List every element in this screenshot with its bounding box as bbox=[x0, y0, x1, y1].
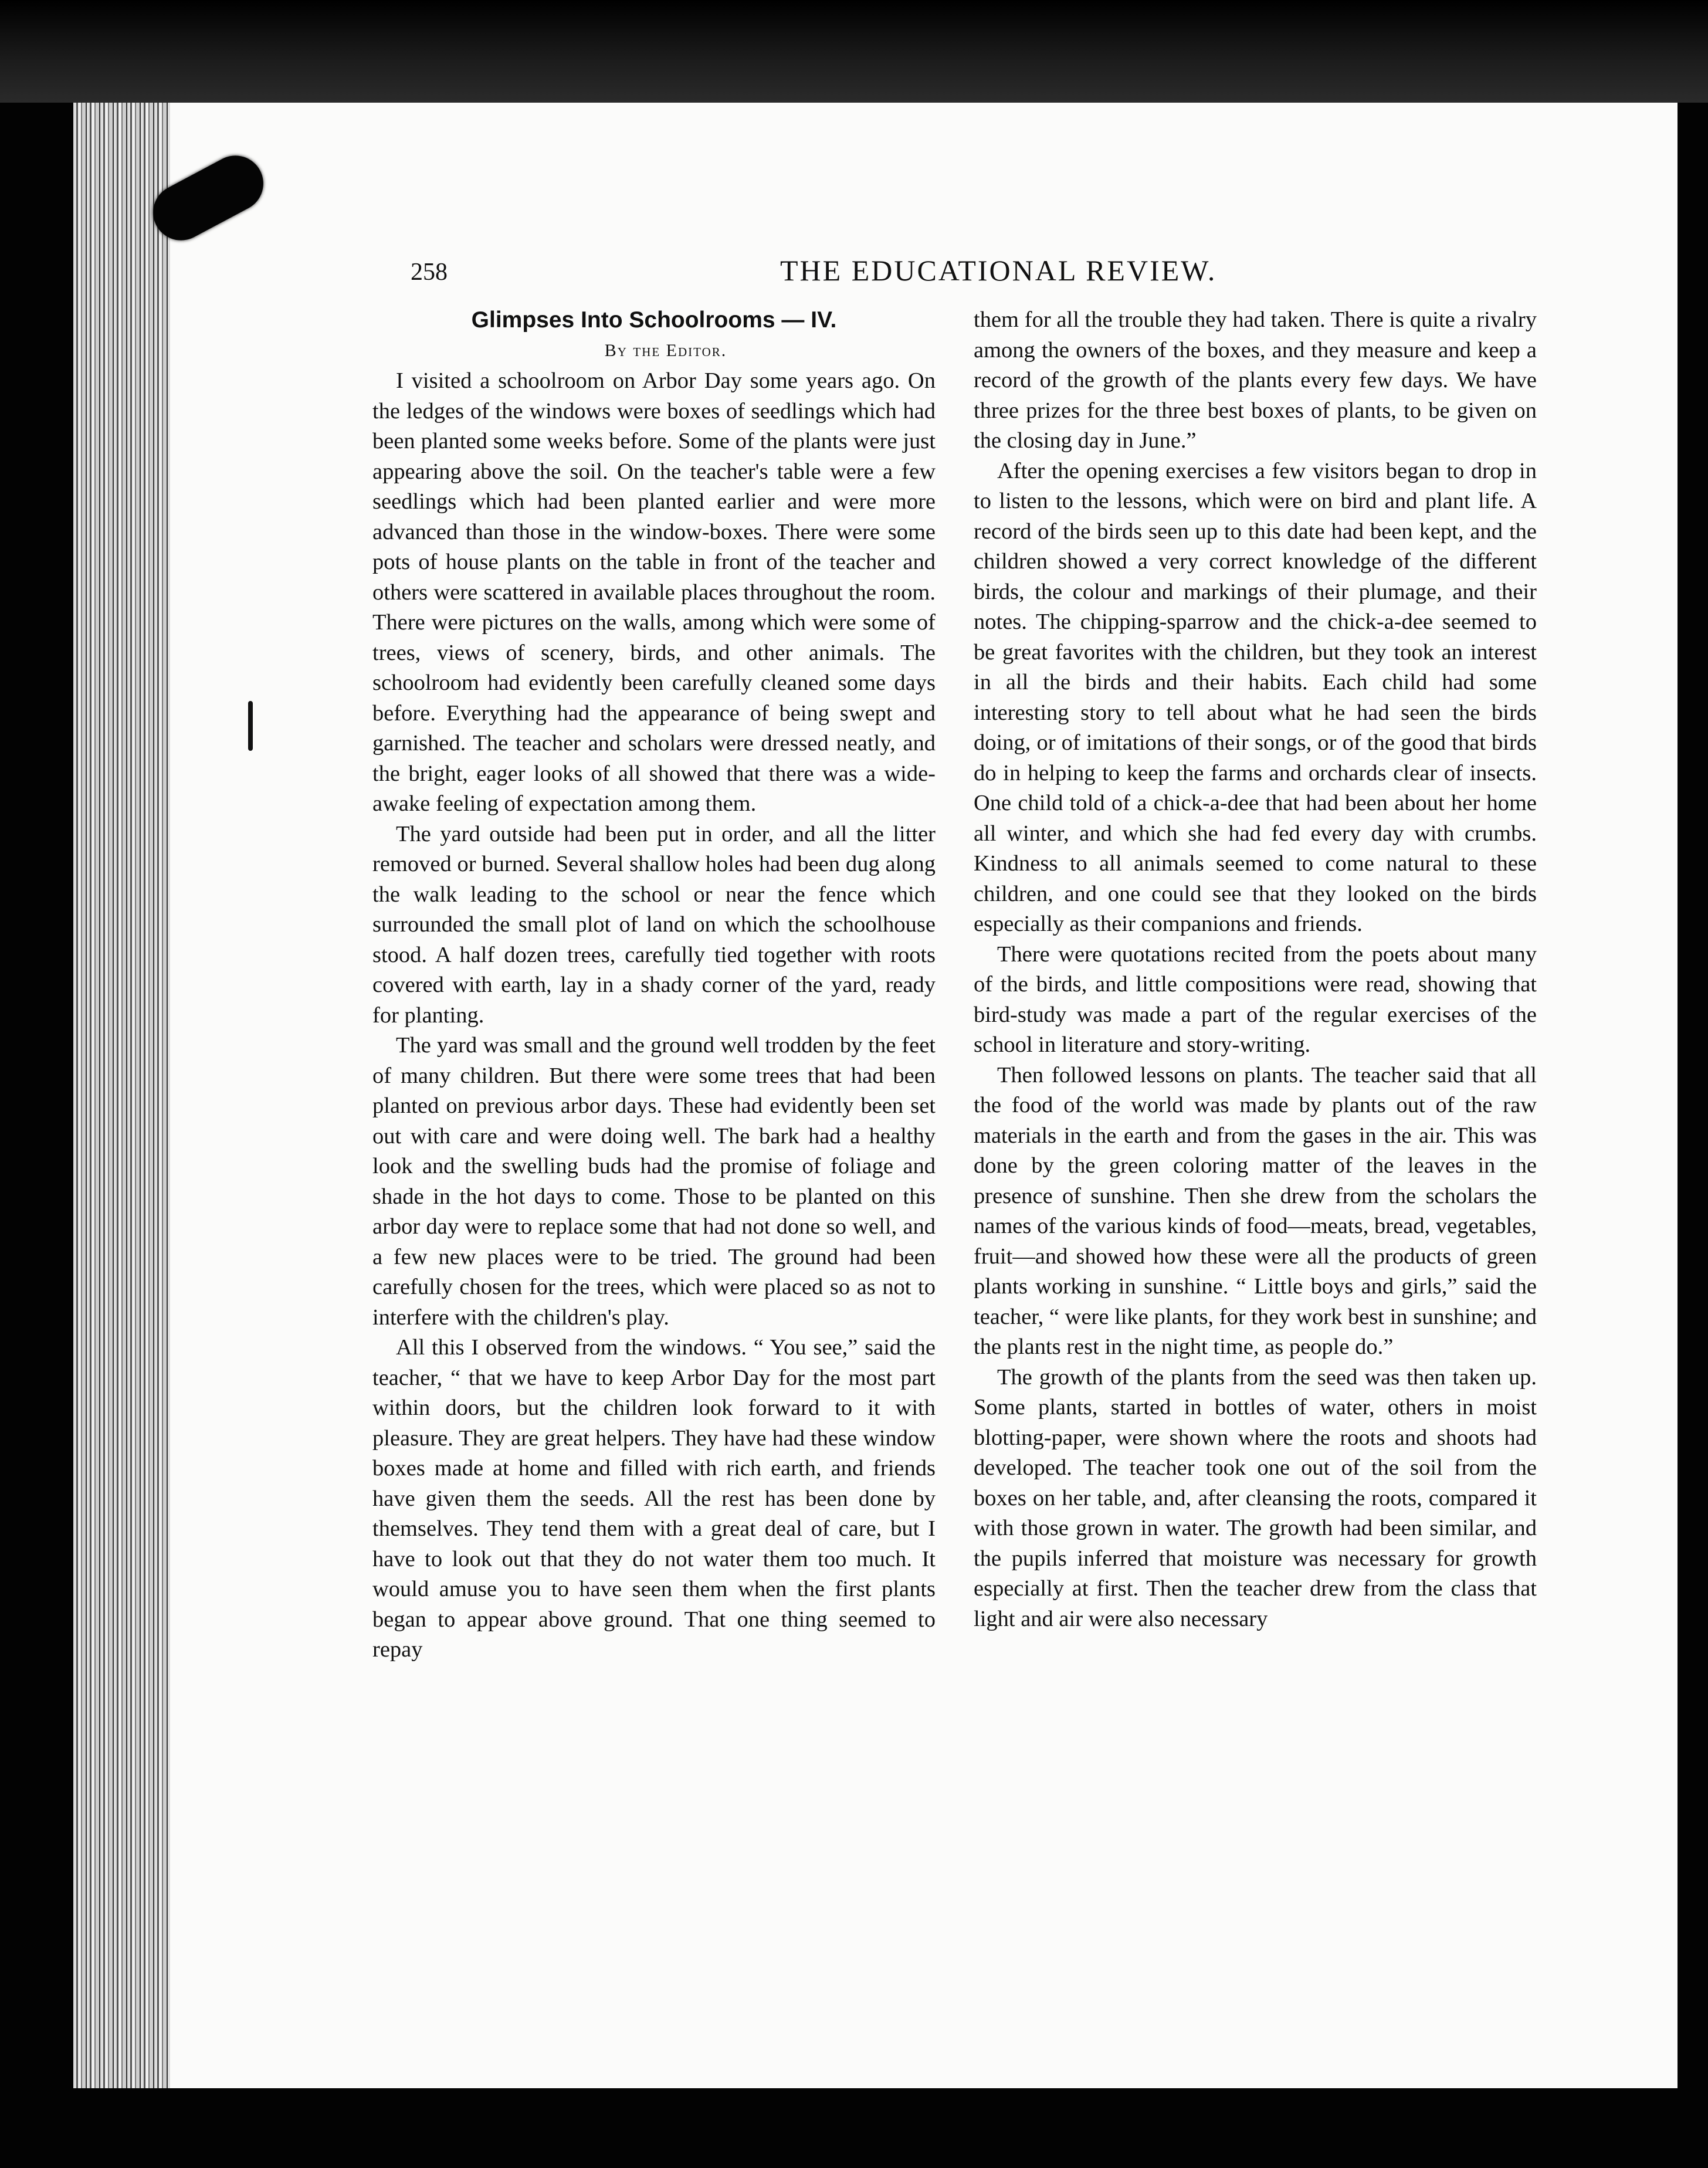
paragraph: I visited a schoolroom on Arbor Day some years ago. On the ledges of the windows were boxes of seedlings which had been planted some weeks before. Some of the plants were just appearing above the soil. On the teacher's table were a few seedlings which had been planted earlier and were more advanced than those in the window-boxes. There were some pots of house plants on the table in front of the teacher and others were scattered in available places throughout the room. There were pictures on the walls, among which were some of trees, views of scenery, birds, and other animals. The schoolroom had evidently been carefully cleaned some days before. Everything had the appearance of being swept and garnished. The teacher and scholars were dressed neatly, and the bright, eager looks of all showed that there was a wide-awake feeling of expectation among them. bbox=[372, 368, 936, 816]
running-head: THE EDUCATIONAL REVIEW. bbox=[780, 254, 1217, 287]
right-column bbox=[974, 305, 1537, 1634]
paragraph: Then followed lessons on plants. The teacher said that all the food of the world was made by plants out of the raw materials in the earth and from the gases in the air. This was done by the green coloring matter of the leaves in the presence of sunshine. Then she drew from the scholars the names of the various kinds of food—meats, bread, vegetables, fruit—and showed how these were all the products of green plants working in sunshine. “ Little boys and girls,” said the teacher, “ were like plants, for they work best in sunshine; and the plants rest in the night time, as people do.” bbox=[974, 1062, 1537, 1359]
article-title: Glimpses Into Schoolrooms — IV. bbox=[471, 307, 837, 333]
book-page-edges bbox=[73, 103, 173, 2088]
paragraph-continuation: them for all the trouble they had taken. There is quite a rivalry among the owners of the boxes, and they measure and keep a record of the growth of the plants every few days. We have three prizes for the three best boxes of plants, to be given on the closing day in June.” bbox=[974, 307, 1537, 453]
page-number: 258 bbox=[411, 259, 448, 286]
paragraph: The yard outside had been put in order, and all the litter removed or burned. Several shallow holes had been dug along the walk leading to the school or near the fence which surrounded the small plot of land on which the schoolhouse stood. A half dozen trees, carefully tied together with roots covered with earth, lay in a shady corner of the yard, ready for planting. bbox=[372, 821, 936, 1028]
paragraph: There were quotations recited from the poets about many of the birds, and little compositions were read, showing that bird-study was made a part of the regular exercises of the school in literature and story-writing. bbox=[974, 941, 1537, 1057]
margin-mark bbox=[248, 701, 253, 751]
paragraph: The yard was small and the ground well trodden by the feet of many children. But there were some trees that had been planted on previous arbor days. These had evidently been set out with care and were doing well. The bark had a healthy look and the swelling buds had the promise of foliage and shade in the hot days to come. Those to be planted on this arbor day were to replace some that had not done so well, and a few new places were to be tried. The ground had been carefully chosen for the trees, which were placed so as not to interfere with the children's play. bbox=[372, 1033, 936, 1330]
scan-top-shadow bbox=[0, 0, 1708, 103]
left-column bbox=[372, 305, 936, 1665]
paragraph: All this I observed from the windows. “ You see,” said the teacher, “ that we have to keep Arbor Day for the most part within doors, but the children look forward to it with pleasure. They are great helpers. They have had these window boxes made at home and filled with rich earth, and friends have given them the seeds. All the rest has been done by themselves. They tend them with a great deal of care, but I have to look out that they do not water them too much. It would amuse you to have seen them when the first plants began to appear above ground. That one thing seemed to repay bbox=[372, 1335, 936, 1662]
byline: By the Editor. bbox=[604, 341, 727, 360]
paragraph: The growth of the plants from the seed was then taken up. Some plants, started in bottles of water, others in moist blotting-paper, were shown where the roots and shoots had developed. The teacher took one out of the soil from the boxes on her table, and, after cleansing the roots, compared it with those grown in water. The growth had been similar, and the pupils inferred that moisture was necessary for growth especially at first. Then the teacher drew from the class that light and air were also necessary bbox=[974, 1364, 1537, 1631]
paragraph: After the opening exercises a few visitors began to drop in to listen to the lessons, which were on bird and plant life. A record of the birds seen up to this date had been kept, and the children showed a very correct knowledge of the different birds, the colour and markings of their plumage, and their notes. The chipping-sparrow and the chick-a-dee seemed to be great favorites with the children, but they took an interest in all the birds and their habits. Each child had some interesting story to tell about what he had seen the birds doing, or of imitations of their songs, or of the good that birds do in helping to keep the farms and orchards clear of insects. One child told of a chick-a-dee that had been about her home all winter, and which she had fed every day with crumbs. Kindness to all animals seemed to come natural to these children, and one could see that they looked on the birds especially as their companions and friends. bbox=[974, 458, 1537, 936]
